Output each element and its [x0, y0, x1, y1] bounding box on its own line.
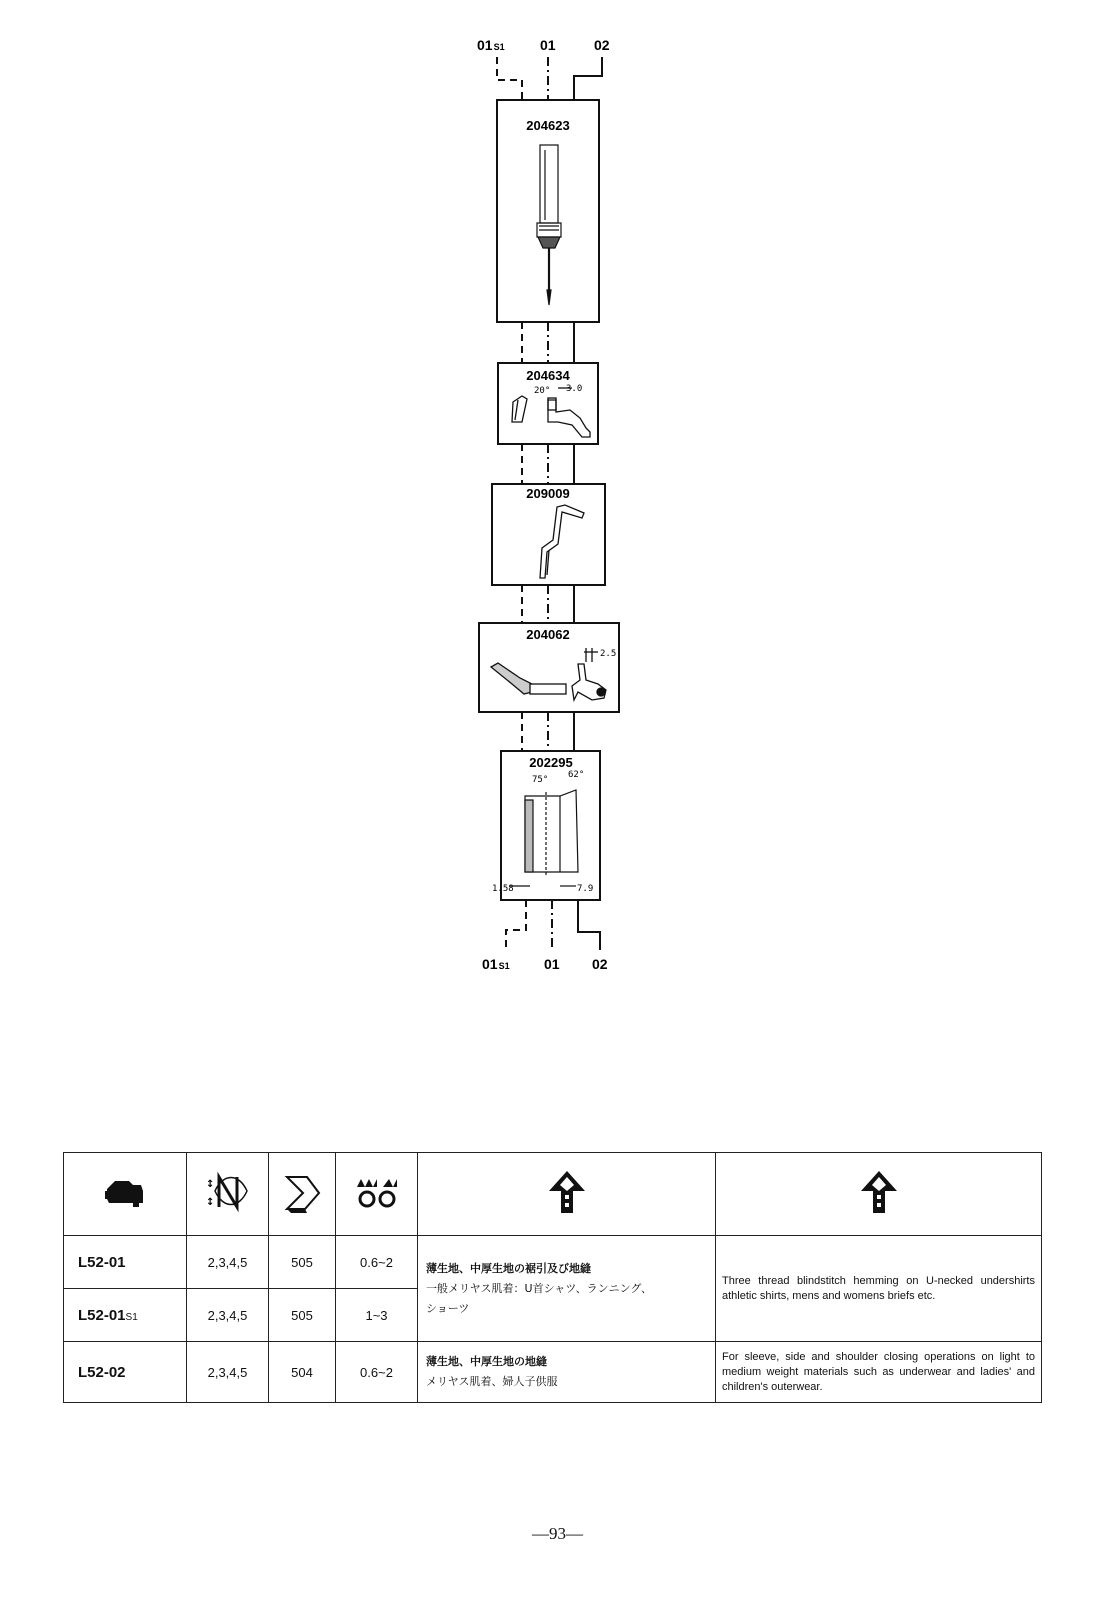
application-jp-line: 一般メリヤス肌着：U首シャツ、ランニング、 — [426, 1281, 652, 1295]
threads-cell: 2,3,4,5 — [187, 1289, 269, 1342]
model-cell: L52-01S1 — [64, 1289, 187, 1342]
stitch-cell: 505 — [269, 1289, 336, 1342]
application-en-cell: For sleeve, side and shoulder closing operations on light to medium weight materials such as underwear and ladies' and children's outerwear. — [716, 1342, 1042, 1403]
table-header-row — [64, 1153, 1042, 1236]
machine-icon — [103, 1175, 147, 1209]
dimension-label: 20° — [534, 386, 551, 396]
part-number: 202295 — [529, 755, 573, 770]
header-machine — [64, 1153, 187, 1236]
part-number: 204623 — [526, 118, 570, 133]
length-cell: 0.6~2 — [336, 1236, 418, 1289]
application-jp-icon — [547, 1169, 587, 1215]
svg-text:↕: ↕ — [205, 1196, 214, 1208]
bottom-label-01s1: 01S1 — [482, 956, 510, 972]
dimension-label: 7.9 — [577, 884, 594, 894]
part-box-204062 — [479, 623, 619, 712]
application-jp-line: ショーツ — [426, 1301, 470, 1315]
stitch-type-icon — [279, 1169, 325, 1215]
top-label-01s1: 01S1 — [477, 37, 505, 53]
dimension-label: 75° — [532, 775, 549, 785]
application-en-icon — [859, 1169, 899, 1215]
page-number: —93— — [532, 1524, 583, 1543]
part-number: 204062 — [526, 627, 570, 642]
stitch-cell: 504 — [269, 1342, 336, 1403]
stitch-length-icon — [351, 1171, 403, 1213]
part-number: 209009 — [526, 486, 570, 501]
length-cell: 1~3 — [336, 1289, 418, 1342]
part-box-209009 — [492, 484, 605, 585]
header-stitch-count — [187, 1153, 269, 1236]
part-box-202295 — [492, 751, 600, 900]
part-box-204623 — [497, 100, 599, 322]
top-label-02: 02 — [594, 37, 610, 53]
bottom-label-02: 02 — [592, 956, 608, 972]
table-row — [64, 1236, 1042, 1289]
application-jp-line: メリヤス肌着、婦人子供服 — [426, 1375, 558, 1388]
application-jp-cell — [418, 1236, 716, 1342]
application-jp-title: 薄生地、中厚生地の地縫 — [426, 1355, 547, 1368]
dimension-label: 3.0 — [566, 384, 583, 394]
header-stitch-length — [336, 1153, 418, 1236]
stitch-cell: 505 — [269, 1236, 336, 1289]
spec-table — [63, 1152, 1042, 1403]
header-stitch-type — [269, 1153, 336, 1236]
application-jp-title: 薄生地、中厚生地の裾引及び地縫 — [426, 1261, 591, 1275]
model-cell: L52-02 — [64, 1342, 187, 1403]
top-label-01: 01 — [540, 37, 556, 53]
part-box-204634 — [498, 363, 598, 444]
header-application-en — [716, 1153, 1042, 1236]
application-jp-cell — [418, 1342, 716, 1403]
table-row — [64, 1342, 1042, 1403]
length-cell: 0.6~2 — [336, 1342, 418, 1403]
part-number: 204634 — [526, 368, 570, 383]
model-cell: L52-01 — [64, 1236, 187, 1289]
header-application-jp — [418, 1153, 716, 1236]
dimension-label: 1.58 — [492, 884, 514, 894]
threads-cell: 2,3,4,5 — [187, 1236, 269, 1289]
svg-text:↕: ↕ — [205, 1178, 214, 1190]
bottom-label-01: 01 — [544, 956, 560, 972]
application-en-cell: Three thread blindstitch hemming on U-necked undershirts athletic shirts, mens and womens briefs etc. — [716, 1236, 1042, 1342]
threads-cell: 2,3,4,5 — [187, 1342, 269, 1403]
dimension-label: 62° — [568, 770, 585, 780]
stitch-count-icon — [203, 1171, 253, 1213]
dimension-label: 2.5 — [600, 649, 617, 659]
